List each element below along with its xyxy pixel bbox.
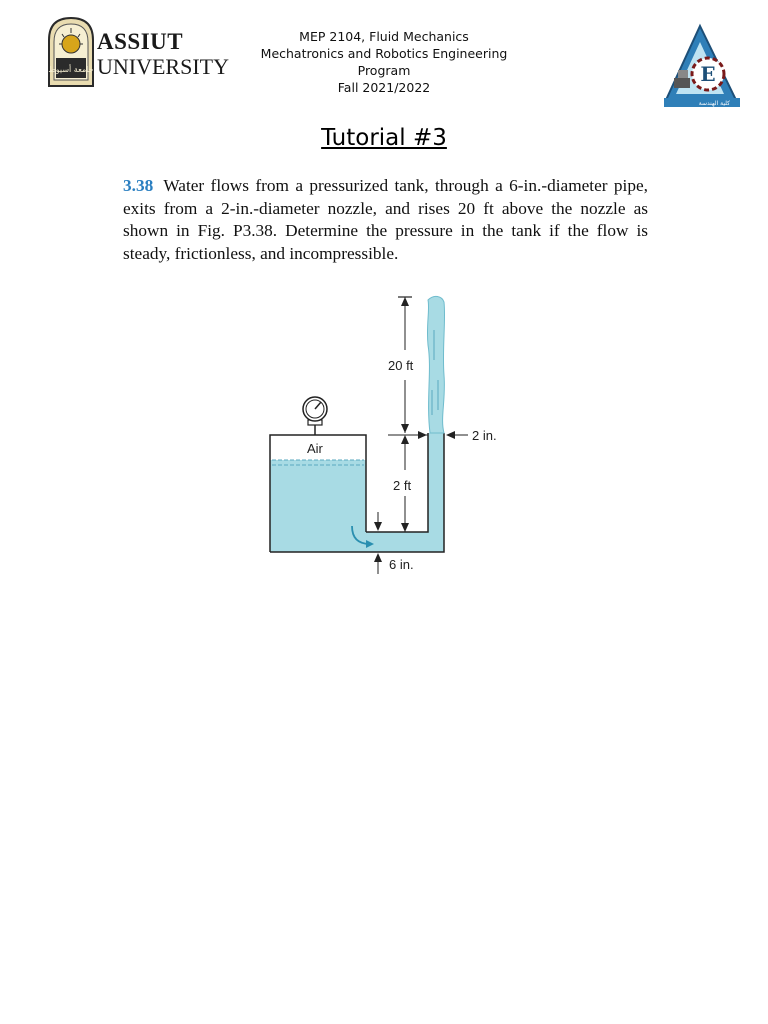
problem-statement [123,175,648,265]
assiut-university-logo [45,14,229,88]
semester-line: Fall 2021/2022 [337,80,431,95]
logo-line-university: UNIVERSITY [97,54,229,79]
water-body [270,433,444,552]
problem-number: 3.38 [123,176,154,195]
course-header [234,28,534,96]
svg-text:جامعة أسيوط: جامعة أسيوط [48,65,94,74]
logo-line-assiut: ASSIUT [97,29,184,54]
dim-arrow-down-icon [401,523,409,532]
nozzle-arrow-left-icon [446,431,455,439]
pipe-arrow-down-icon [374,522,382,531]
label-20ft: 20 ft [388,358,414,373]
page-title: Tutorial #3 [321,125,447,151]
logo-wordmark [97,30,229,78]
course-code-line: MEP 2104, Fluid Mechanics [299,29,469,44]
engineering-emblem-icon [660,22,744,108]
dim-arrow-up-icon [401,435,409,444]
label-2ft: 2 ft [393,478,412,493]
pipe-arrow-up-icon [374,553,382,562]
problem-text: Water flows from a pressurized tank, through a 6-in.-diameter pipe, exits from a 2-in.-diameter nozzle, and rises 20 ft above the nozzle as shown in Fig. P3.38. Determine the pressure in the tank if the flow is steady, frictionless, and incompressible. [123,176,648,263]
svg-text:E: E [700,62,716,86]
tank-nozzle-diagram [260,290,520,580]
label-air: Air [307,441,323,456]
figure-p3-38 [260,290,520,580]
faculty-engineering-logo [660,22,744,108]
program-line: Mechatronics and Robotics Engineering Program [260,46,508,78]
nozzle-arrow-right-icon [418,431,427,439]
dim-arrow-down-icon [401,424,409,433]
university-seal-icon [45,14,97,88]
svg-text:كلية الهندسة: كلية الهندسة [698,100,730,107]
water-jet [427,296,444,433]
label-2in: 2 in. [472,428,497,443]
label-6in: 6 in. [389,557,414,572]
dim-arrow-up-icon [401,297,409,306]
